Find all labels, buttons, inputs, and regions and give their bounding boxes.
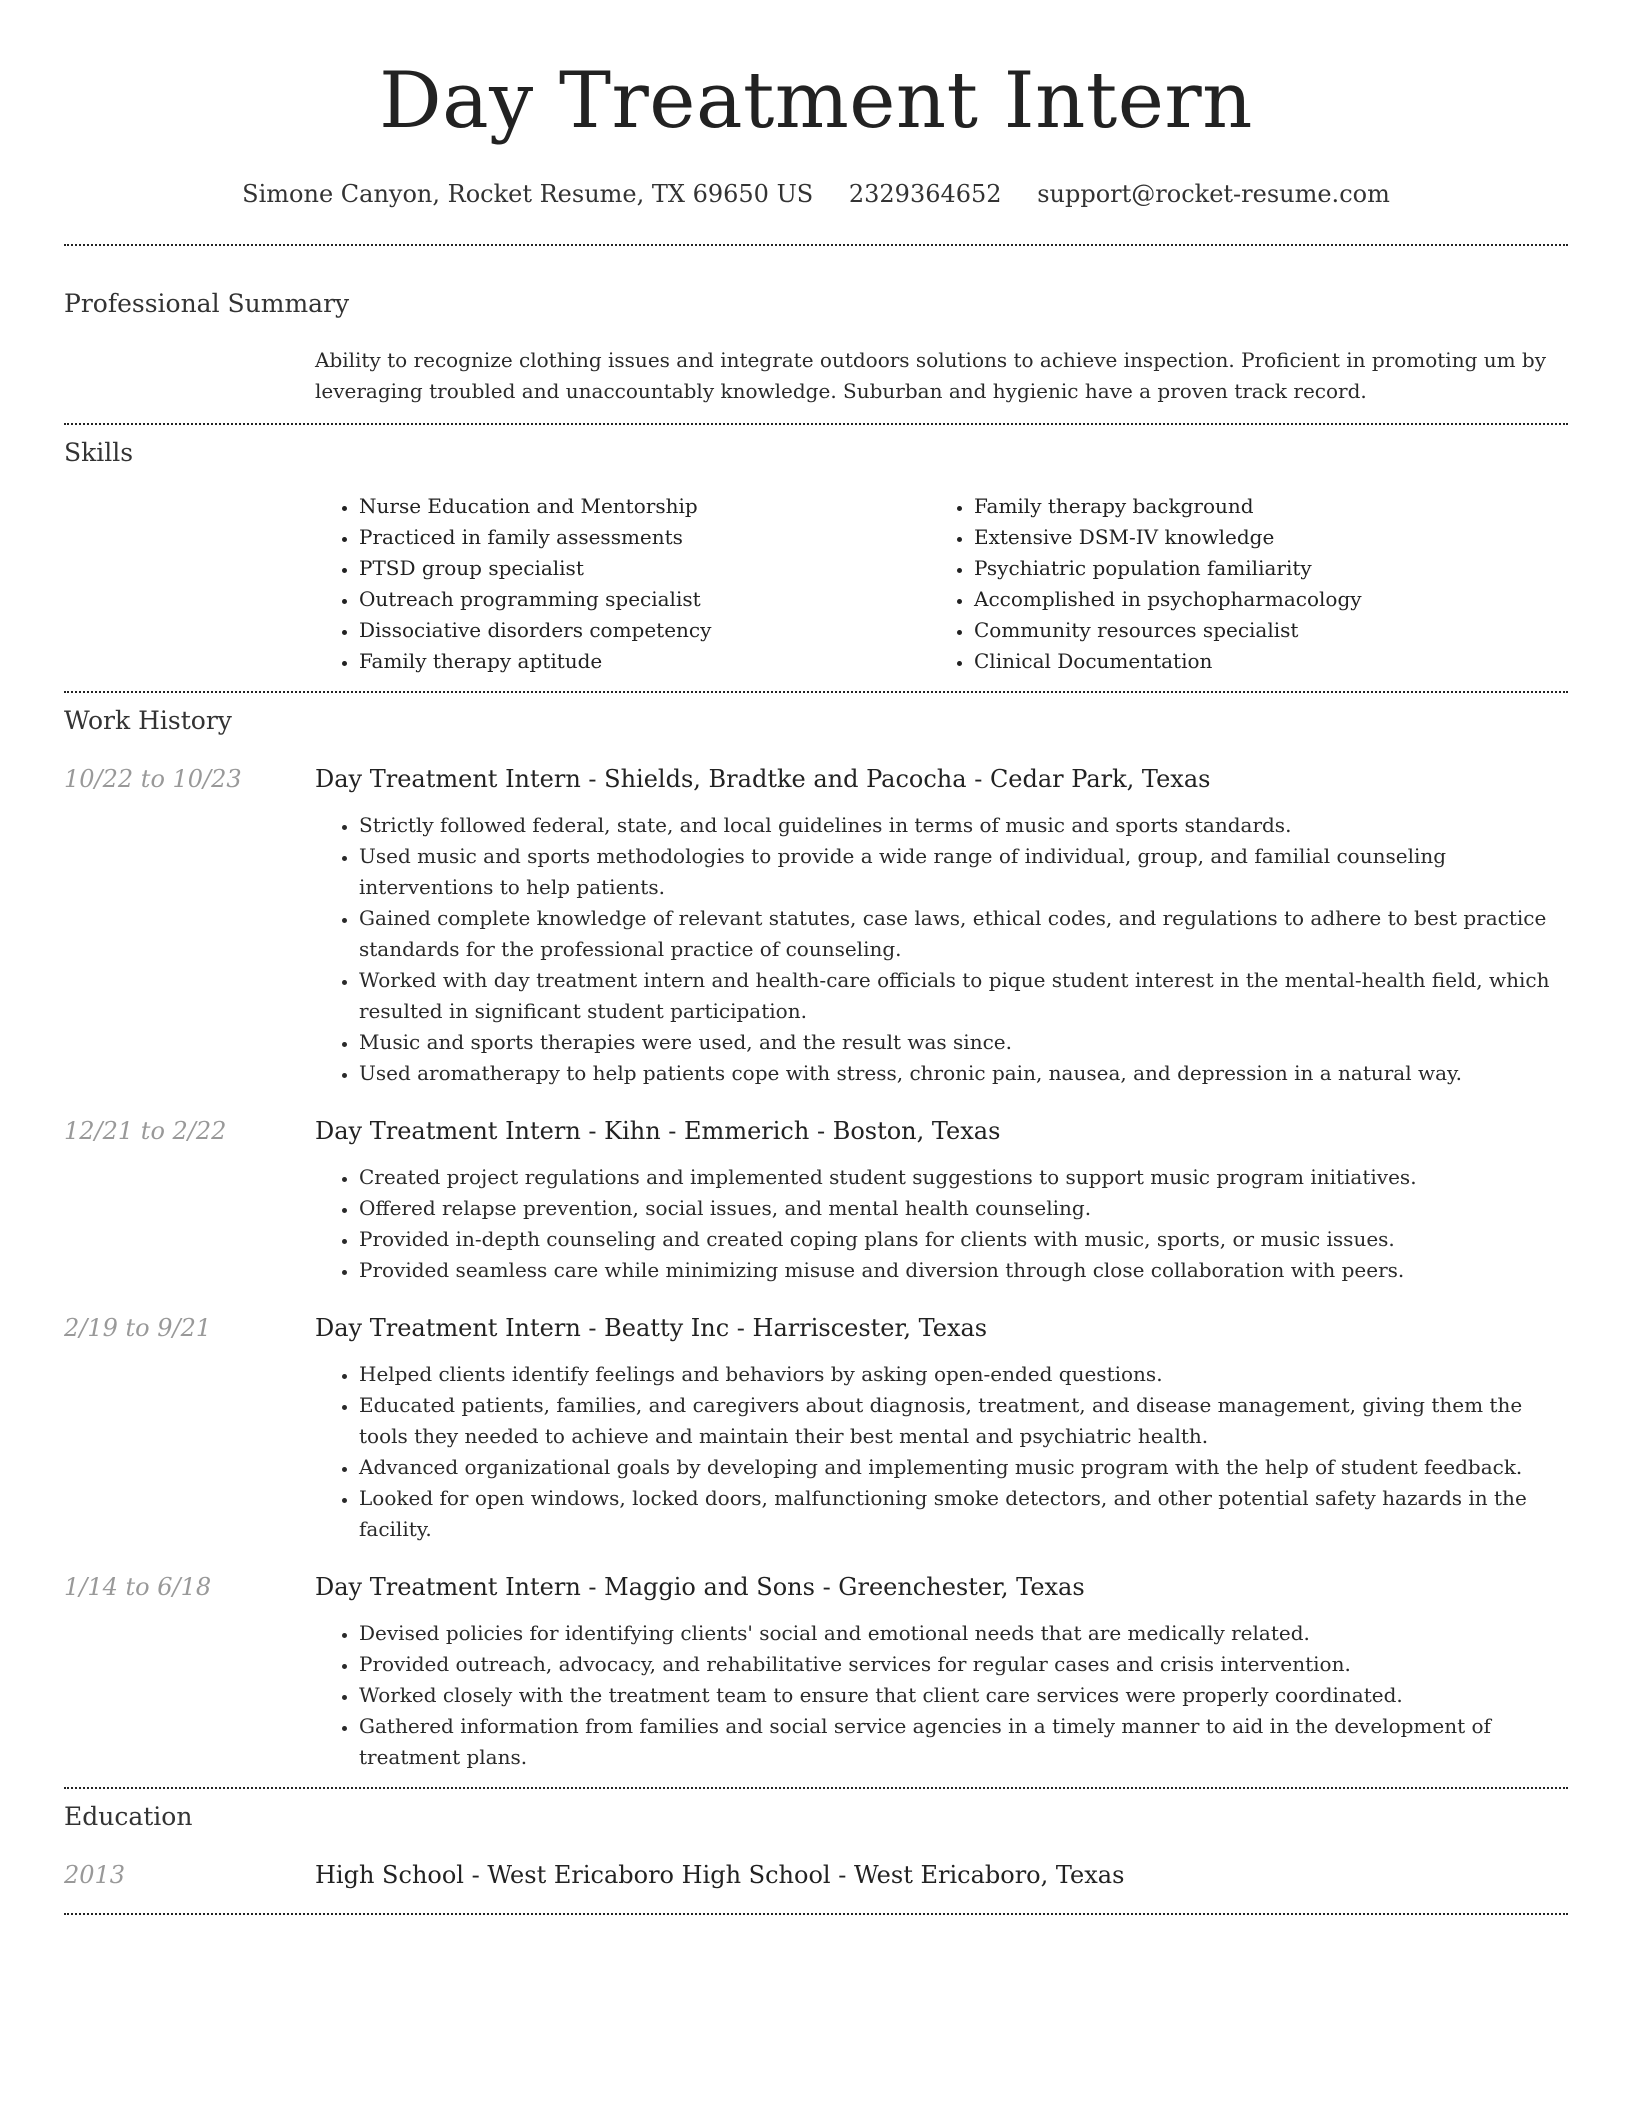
skill-item: • Dissociative disorders competency (359, 615, 930, 646)
contact-address: Simone Canyon, Rocket Resume, TX 69650 US (242, 180, 814, 208)
job-bullet: • Offered relapse prevention, social issues, and mental health counseling. (359, 1193, 1568, 1224)
job-bullet: • Provided in-depth counseling and created coping plans for clients with music, sports, or music issues. (359, 1224, 1568, 1255)
resume-name: Day Treatment Intern (379, 56, 1253, 146)
section-divider (64, 691, 1568, 693)
job-entry (64, 1115, 1568, 1286)
job-bullets (315, 1618, 1568, 1773)
skills-list-right (930, 491, 1545, 677)
job-dates: 12/21 to 2/22 (64, 1117, 227, 1145)
skills-heading: Skills (64, 438, 134, 467)
job-bullet: • Strictly followed federal, state, and local guidelines in terms of music and sports standards. (359, 810, 1568, 841)
education-title: High School - West Ericaboro High School - West Ericaboro, Texas (315, 1861, 1125, 1889)
job-bullet: • Provided outreach, advocacy, and rehabilitative services for regular cases and crisis intervention. (359, 1649, 1568, 1680)
job-bullet: • Worked with day treatment intern and health-care officials to pique student interest in the mental-health field, which resulted in significant student participation. (359, 965, 1568, 1027)
skill-item: • Practiced in family assessments (359, 522, 930, 553)
job-entry (64, 763, 1568, 1089)
skill-item: • Family therapy background (974, 491, 1545, 522)
job-bullet: • Used music and sports methodologies to provide a wide range of individual, group, and familial counseling interventions to help patients. (359, 841, 1568, 903)
skill-item: • Psychiatric population familiarity (974, 553, 1545, 584)
job-bullet: • Created project regulations and implemented student suggestions to support music program initiatives. (359, 1162, 1568, 1193)
job-bullet: • Looked for open windows, locked doors, malfunctioning smoke detectors, and other potential safety hazards in the facility. (359, 1483, 1568, 1545)
job-bullet: • Worked closely with the treatment team to ensure that client care services were properly coordinated. (359, 1680, 1568, 1711)
job-title: Day Treatment Intern - Kihn - Emmerich - Boston, Texas (315, 1117, 1001, 1145)
skills-list-left (315, 491, 930, 677)
skill-item: • Community resources specialist (974, 615, 1545, 646)
work-heading: Work History (64, 706, 232, 735)
job-bullet: • Gained complete knowledge of relevant statutes, case laws, ethical codes, and regulations to adhere to best practice standards for the professional practice of counseling. (359, 903, 1568, 965)
job-bullet: • Devised policies for identifying clients' social and emotional needs that are medically related. (359, 1618, 1568, 1649)
education-heading: Education (64, 1802, 193, 1831)
contact-line (64, 179, 1568, 209)
job-bullet: • Provided seamless care while minimizing misuse and diversion through close collaboration with peers. (359, 1255, 1568, 1286)
skill-item: • Accomplished in psychopharmacology (974, 584, 1545, 615)
section-divider (64, 1787, 1568, 1789)
job-bullets (315, 810, 1568, 1089)
job-bullet: • Educated patients, families, and caregivers about diagnosis, treatment, and disease management, giving them the tools they needed to achieve and maintain their best mental and psychiatric health. (359, 1390, 1568, 1452)
skills-grid (315, 491, 1568, 691)
job-title: Day Treatment Intern - Beatty Inc - Harriscester, Texas (315, 1314, 988, 1342)
skill-item: • Outreach programming specialist (359, 584, 930, 615)
job-title: Day Treatment Intern - Maggio and Sons - Greenchester, Texas (315, 1573, 1085, 1601)
job-bullet: • Used aromatherapy to help patients cope with stress, chronic pain, nausea, and depression in a natural way. (359, 1058, 1568, 1089)
job-entry (64, 1571, 1568, 1773)
skill-item: • Clinical Documentation (974, 646, 1545, 677)
job-dates: 10/22 to 10/23 (64, 765, 242, 793)
education-year: 2013 (64, 1861, 126, 1889)
skill-item: • Extensive DSM-IV knowledge (974, 522, 1545, 553)
job-bullet: • Helped clients identify feelings and behaviors by asking open-ended questions. (359, 1359, 1568, 1390)
job-body (315, 1115, 1568, 1286)
job-bullet: • Music and sports therapies were used, and the result was since. (359, 1027, 1568, 1058)
section-divider (64, 244, 1568, 246)
job-body (315, 763, 1568, 1089)
job-entry (64, 1312, 1568, 1545)
work-entries (64, 763, 1568, 1773)
job-title: Day Treatment Intern - Shields, Bradtke and Pacocha - Cedar Park, Texas (315, 765, 1211, 793)
summary-text: Ability to recognize clothing issues and integrate outdoors solutions to achieve inspection. Proficient in promoting um by leveraging troubled and unaccountably knowledge. Suburban and hygienic have a proven track record. (315, 348, 1547, 403)
skill-item: • Nurse Education and Mentorship (359, 491, 930, 522)
job-bullets (315, 1162, 1568, 1286)
job-bullets (315, 1359, 1568, 1545)
job-body (315, 1571, 1568, 1773)
job-bullet: • Gathered information from families and social service agencies in a timely manner to aid in the development of treatment plans. (359, 1711, 1568, 1773)
skill-item: • PTSD group specialist (359, 553, 930, 584)
contact-phone: 2329364652 (848, 180, 1002, 208)
job-bullet: • Advanced organizational goals by developing and implementing music program with the help of student feedback. (359, 1452, 1568, 1483)
summary-heading: Professional Summary (64, 289, 350, 318)
education-entry (64, 1859, 1568, 1913)
job-dates: 1/14 to 6/18 (64, 1573, 212, 1601)
section-divider (64, 423, 1568, 425)
contact-email: support@rocket-resume.com (1037, 180, 1390, 208)
job-dates: 2/19 to 9/21 (64, 1314, 212, 1342)
section-divider (64, 1913, 1568, 1915)
skill-item: • Family therapy aptitude (359, 646, 930, 677)
job-body (315, 1312, 1568, 1545)
